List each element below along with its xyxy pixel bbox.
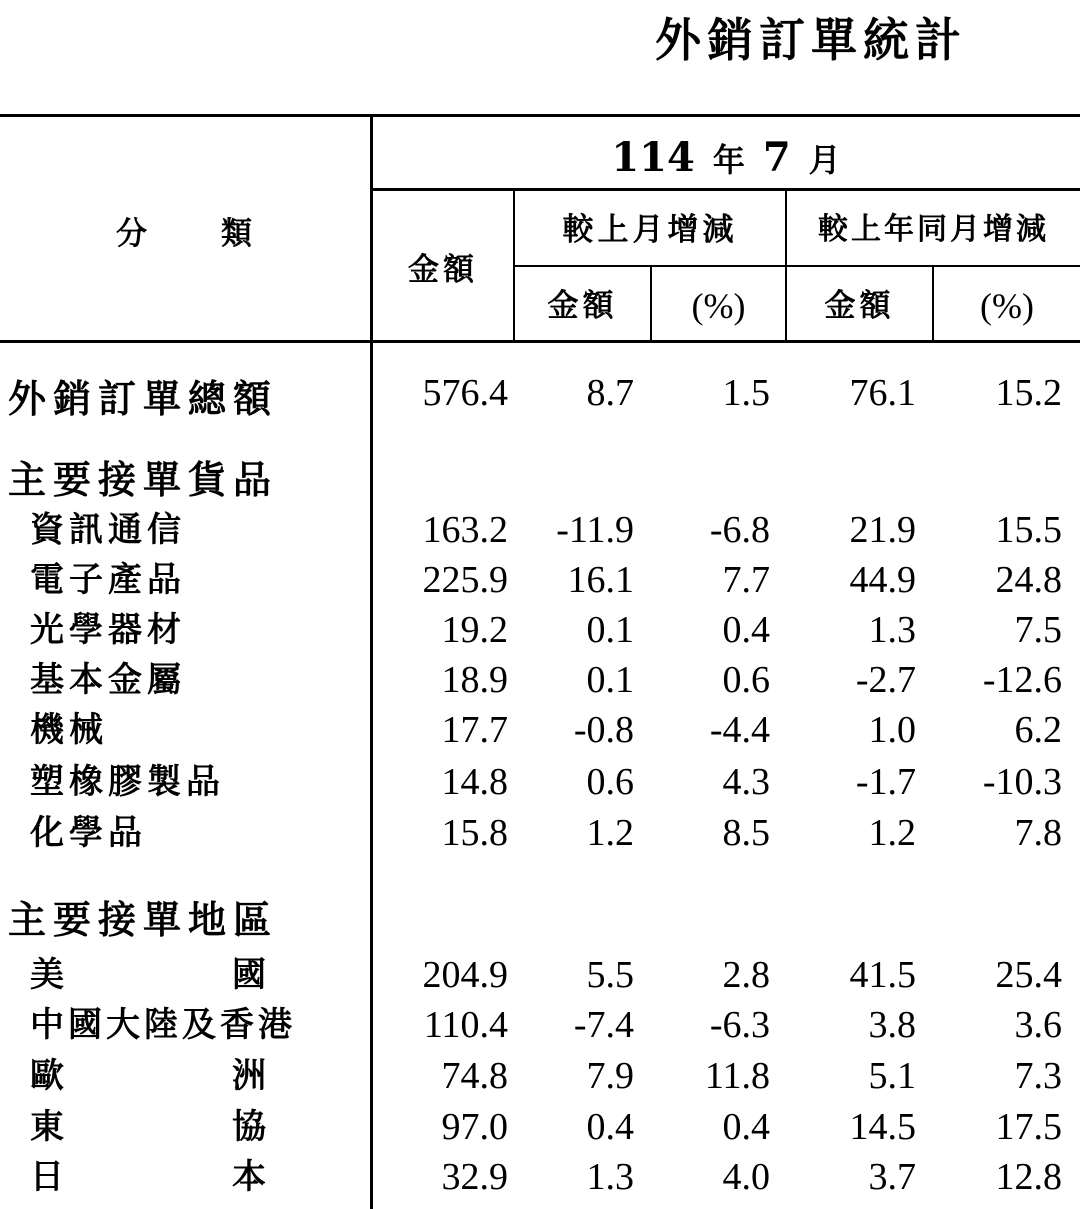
page-title: 外銷訂單統計 xyxy=(655,13,967,67)
table-row xyxy=(0,1000,1080,1050)
row-label xyxy=(30,1102,266,1152)
cell-mom-pct: 11.8 xyxy=(704,1055,770,1097)
cell-mom-amount: -7.4 xyxy=(573,1004,634,1046)
cell-mom-pct: 4.3 xyxy=(722,761,770,803)
row-label-part: 美 xyxy=(30,955,64,995)
cell-mom-pct: 4.0 xyxy=(722,1156,770,1198)
cell-mom-pct: 8.5 xyxy=(722,812,770,854)
mom-amount-header: 金額 xyxy=(547,288,618,324)
section-heading-regions xyxy=(0,895,1080,945)
cell-amount: 576.4 xyxy=(422,372,508,414)
table-row xyxy=(0,757,1080,807)
cell-mom-amount: 5.5 xyxy=(586,954,634,996)
cell-yoy-pct: 6.2 xyxy=(1014,709,1062,751)
row-label: 中國大陸及香港 xyxy=(30,1005,296,1045)
table-row xyxy=(0,705,1080,755)
goods-heading: 主要接單貨品 xyxy=(8,458,279,502)
row-label: 資訊通信 xyxy=(30,510,186,550)
table-row xyxy=(0,1152,1080,1202)
cell-yoy-amount: 1.3 xyxy=(868,609,916,651)
period-header xyxy=(372,134,1080,184)
cell-yoy-pct: 15.5 xyxy=(995,509,1062,551)
section-heading-goods xyxy=(0,455,1080,505)
row-label: 光學器材 xyxy=(30,610,186,650)
yoy-amount-header: 金額 xyxy=(824,288,895,324)
row-label-part: 本 xyxy=(232,1157,266,1197)
cell-amount: 225.9 xyxy=(422,559,508,601)
cell-yoy-amount: 76.1 xyxy=(849,372,916,414)
row-label: 基本金屬 xyxy=(30,660,186,700)
cell-mom-amount: -11.9 xyxy=(556,509,634,551)
cell-yoy-pct: 25.4 xyxy=(995,954,1062,996)
cell-yoy-pct: 17.5 xyxy=(995,1106,1062,1148)
cell-mom-pct: 2.8 xyxy=(722,954,770,996)
yoy-header: 較上年同月增減 xyxy=(818,212,1049,247)
cell-mom-pct: 1.5 xyxy=(722,372,770,414)
cell-amount: 74.8 xyxy=(441,1055,508,1097)
cell-yoy-pct: -12.6 xyxy=(982,659,1062,701)
cell-mom-pct: 7.7 xyxy=(722,559,770,601)
cell-yoy-amount: 21.9 xyxy=(849,509,916,551)
table-row xyxy=(0,605,1080,655)
cell-mom-amount: 8.7 xyxy=(586,372,634,414)
cell-yoy-amount: 14.5 xyxy=(849,1106,916,1148)
period-month-unit: 月 xyxy=(808,141,841,179)
cell-yoy-pct: 12.8 xyxy=(995,1156,1062,1198)
table-row xyxy=(0,950,1080,1000)
row-label: 機械 xyxy=(30,710,108,750)
cell-amount: 14.8 xyxy=(441,761,508,803)
cell-yoy-pct: 3.6 xyxy=(1014,1004,1062,1046)
total-label: 外銷訂單總額 xyxy=(8,377,279,421)
cell-amount: 15.8 xyxy=(441,812,508,854)
cell-amount: 204.9 xyxy=(422,954,508,996)
cell-yoy-amount: 3.7 xyxy=(868,1156,916,1198)
table-row xyxy=(0,808,1080,858)
table-row xyxy=(0,555,1080,605)
cell-yoy-pct: 24.8 xyxy=(995,559,1062,601)
cell-amount: 163.2 xyxy=(422,509,508,551)
row-label-part: 歐 xyxy=(30,1056,64,1096)
table-row xyxy=(0,1051,1080,1101)
cell-yoy-amount: 1.0 xyxy=(868,709,916,751)
row-label-part: 洲 xyxy=(232,1056,266,1096)
cell-mom-amount: 1.3 xyxy=(586,1156,634,1198)
cell-mom-amount: 7.9 xyxy=(586,1055,634,1097)
row-label-part: 日 xyxy=(30,1157,64,1197)
mom-header: 較上月增減 xyxy=(562,212,738,248)
cell-mom-amount: 1.2 xyxy=(586,812,634,854)
cell-mom-pct: 0.4 xyxy=(722,609,770,651)
cell-mom-pct: -4.4 xyxy=(709,709,770,751)
cell-mom-pct: -6.8 xyxy=(709,509,770,551)
mom-pct-header: (%) xyxy=(691,286,746,326)
cell-mom-amount: 0.1 xyxy=(586,609,634,651)
cell-amount: 97.0 xyxy=(441,1106,508,1148)
period-year: 114 xyxy=(611,134,695,181)
cell-yoy-pct: 7.8 xyxy=(1014,812,1062,854)
row-label xyxy=(30,1152,266,1202)
cell-yoy-pct: -10.3 xyxy=(982,761,1062,803)
amount-header: 金額 xyxy=(408,252,478,288)
row-label: 電子產品 xyxy=(30,560,186,600)
cell-amount: 18.9 xyxy=(441,659,508,701)
table-row-total xyxy=(0,368,1080,421)
row-label: 化學品 xyxy=(30,813,147,853)
period-month: 7 xyxy=(762,134,791,181)
row-label-part: 國 xyxy=(232,955,266,995)
cell-mom-amount: 0.1 xyxy=(586,659,634,701)
cell-yoy-pct: 15.2 xyxy=(995,372,1062,414)
cell-yoy-amount: 41.5 xyxy=(849,954,916,996)
cell-yoy-amount: 5.1 xyxy=(868,1055,916,1097)
cell-amount: 17.7 xyxy=(441,709,508,751)
cell-yoy-amount: -2.7 xyxy=(855,659,916,701)
cell-mom-amount: 0.6 xyxy=(586,761,634,803)
period-bottom-rule xyxy=(372,188,1080,191)
cell-yoy-amount: -1.7 xyxy=(855,761,916,803)
table-top-rule xyxy=(0,114,1080,117)
regions-heading: 主要接單地區 xyxy=(8,898,279,942)
cell-amount: 110.4 xyxy=(423,1004,508,1046)
cell-mom-amount: 0.4 xyxy=(586,1106,634,1148)
subheader-rule xyxy=(515,265,1080,267)
row-label xyxy=(30,1051,266,1101)
category-header: 分 類 xyxy=(116,216,256,252)
cell-amount: 32.9 xyxy=(441,1156,508,1198)
row-label: 塑橡膠製品 xyxy=(30,762,225,802)
row-label-part: 協 xyxy=(232,1107,266,1147)
cell-yoy-pct: 7.5 xyxy=(1014,609,1062,651)
cell-yoy-amount: 1.2 xyxy=(868,812,916,854)
yoy-pct-header: (%) xyxy=(980,286,1034,326)
table-row xyxy=(0,1102,1080,1152)
cell-yoy-amount: 44.9 xyxy=(849,559,916,601)
row-label xyxy=(30,950,266,1000)
cell-mom-amount: -0.8 xyxy=(573,709,634,751)
cell-mom-pct: 0.4 xyxy=(722,1106,770,1148)
header-bottom-rule xyxy=(0,340,1080,343)
cell-mom-amount: 16.1 xyxy=(567,559,634,601)
row-label-part: 東 xyxy=(30,1107,64,1147)
table-row xyxy=(0,505,1080,555)
cell-mom-pct: -6.3 xyxy=(709,1004,770,1046)
cell-amount: 19.2 xyxy=(441,609,508,651)
period-year-unit: 年 xyxy=(712,141,745,179)
cell-yoy-pct: 7.3 xyxy=(1014,1055,1062,1097)
cell-yoy-amount: 3.8 xyxy=(868,1004,916,1046)
table-row xyxy=(0,655,1080,705)
cell-mom-pct: 0.6 xyxy=(722,659,770,701)
